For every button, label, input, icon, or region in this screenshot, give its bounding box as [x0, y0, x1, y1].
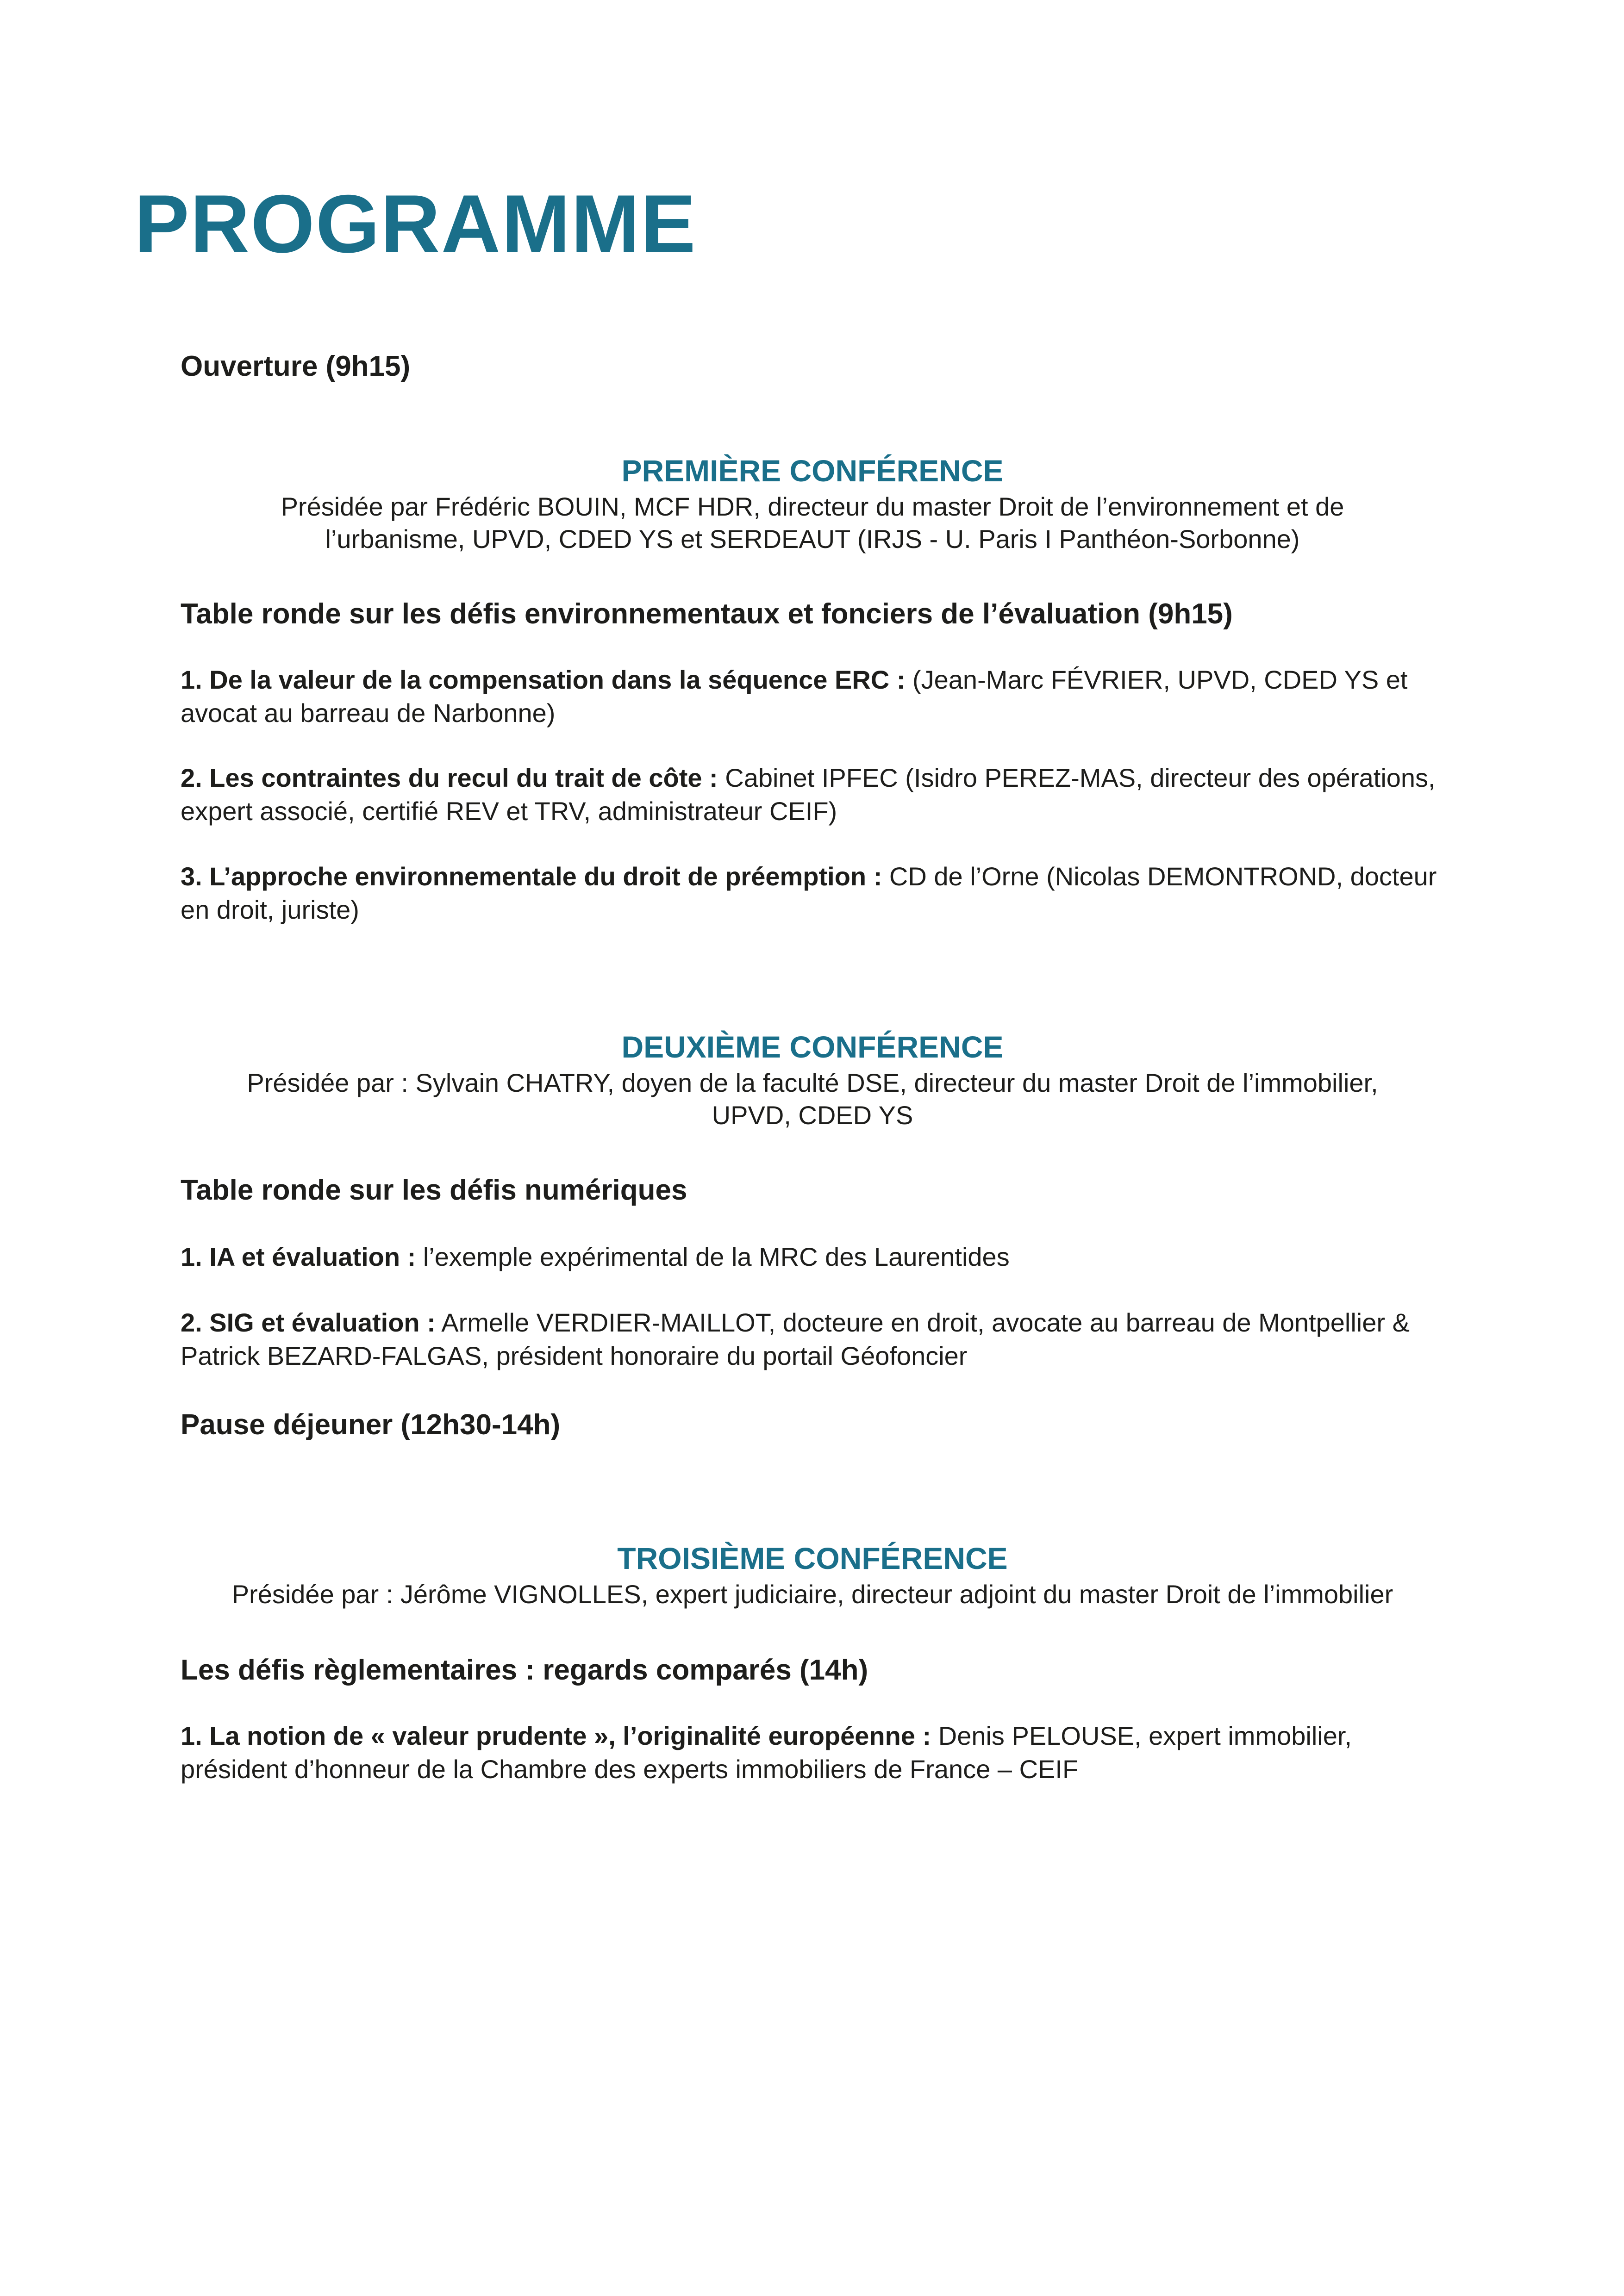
conference-chair-line: Présidée par : Sylvain CHATRY, doyen de la faculté DSE, directeur du master Droit de l’immobilier,: [247, 1068, 1378, 1097]
item-title: 1. La notion de « valeur prudente », l’originalité européenne :: [181, 1721, 931, 1750]
session-heading: Les défis règlementaires : regards comparés (14h): [181, 1654, 868, 1686]
conference-1: [181, 454, 1444, 555]
programme-item: [181, 1240, 1444, 1274]
opening-heading: Ouverture (9h15): [181, 350, 411, 382]
page-title: PROGRAMME: [134, 178, 697, 270]
conference-3: [181, 1541, 1444, 1611]
programme-item: [181, 1306, 1444, 1373]
conference-title: PREMIÈRE CONFÉRENCE: [621, 454, 1004, 488]
conference-chair-line: Présidée par Frédéric BOUIN, MCF HDR, directeur du master Droit de l’environnement et de: [281, 492, 1344, 521]
item-speaker: Denis PELOUSE, expert immobilier, président d’honneur de la Chambre des experts immobiliers de France – CEIF: [181, 1721, 1352, 1784]
item-title: 2. SIG et évaluation :: [181, 1308, 436, 1337]
item-title: 3. L’approche environnementale du droit de préemption :: [181, 862, 882, 891]
programme-item: [181, 663, 1444, 730]
programme-item: [181, 761, 1444, 828]
session-heading: Table ronde sur les défis numériques: [181, 1174, 687, 1206]
session-heading: Table ronde sur les défis environnementaux et fonciers de l’évaluation (9h15): [181, 598, 1233, 630]
programme-item: [181, 1719, 1444, 1786]
conference-chair-line: Présidée par : Jérôme VIGNOLLES, expert judiciaire, directeur adjoint du master Droit de l’immobilier: [231, 1579, 1393, 1609]
item-speaker: CD de l’Orne (Nicolas DEMONTROND, docteur en droit, juriste): [181, 862, 1437, 924]
programme-item: [181, 860, 1444, 927]
item-speaker: Cabinet IPFEC (Isidro PEREZ-MAS, directeur des opérations, expert associé, certifié REV et TRV, administrateur CEIF): [181, 763, 1436, 826]
lunch-break-heading: Pause déjeuner (12h30-14h): [181, 1409, 561, 1441]
item-title: 1. IA et évaluation :: [181, 1242, 416, 1271]
item-title: 1. De la valeur de la compensation dans la séquence ERC :: [181, 665, 906, 694]
conference-2: [181, 1030, 1444, 1132]
conference-title: TROISIÈME CONFÉRENCE: [617, 1541, 1008, 1575]
conference-title: DEUXIÈME CONFÉRENCE: [621, 1030, 1004, 1064]
conference-chair-line: UPVD, CDED YS: [712, 1100, 913, 1130]
item-speaker: Armelle VERDIER-MAILLOT, docteure en droit, avocate au barreau de Montpellier & Patrick BEZARD-FALGAS, président honoraire du portail Géofoncier: [181, 1308, 1410, 1370]
conference-chair-line: l’urbanisme, UPVD, CDED YS et SERDEAUT (IRJS - U. Paris I Panthéon-Sorbonne): [325, 524, 1300, 554]
item-speaker: l’exemple expérimental de la MRC des Laurentides: [416, 1242, 1010, 1271]
item-speaker: (Jean-Marc FÉVRIER, UPVD, CDED YS et avocat au barreau de Narbonne): [181, 665, 1408, 728]
item-title: 2. Les contraintes du recul du trait de côte :: [181, 763, 718, 792]
